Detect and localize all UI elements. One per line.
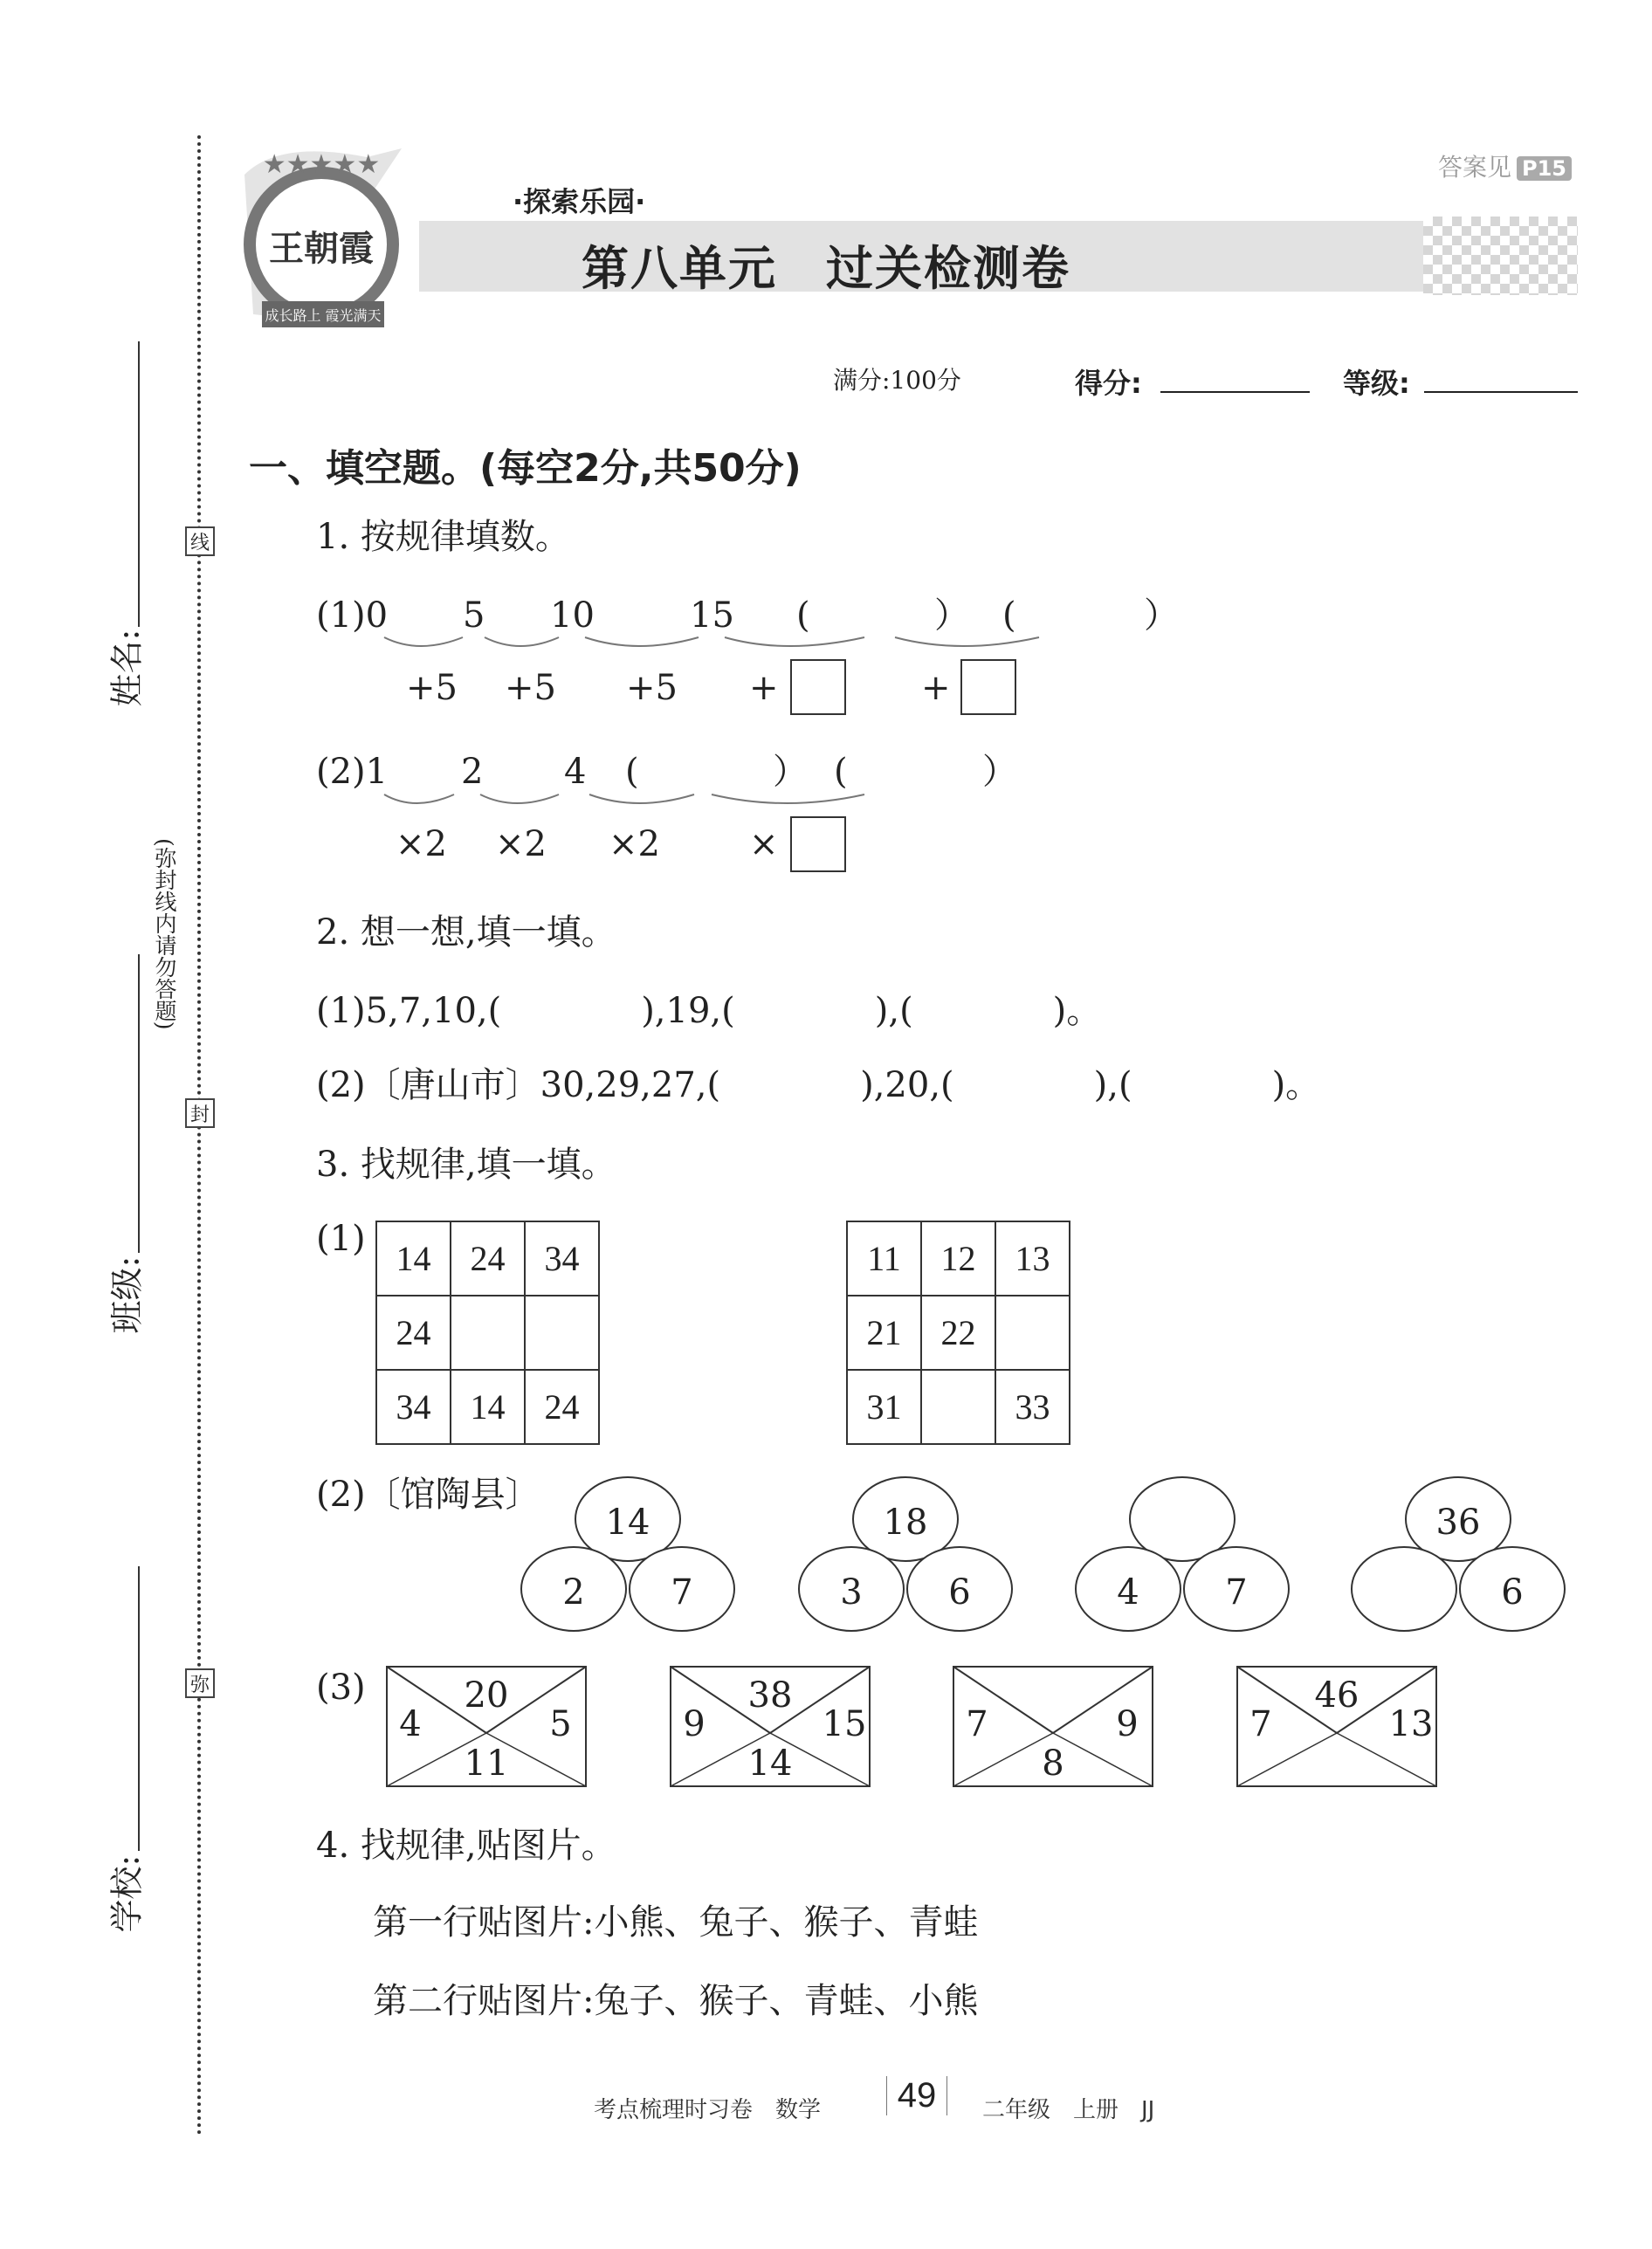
envelope-number-left: 9: [683, 1704, 706, 1744]
q4-row1: 第一行贴图片:小熊、兔子、猴子、青蛙: [373, 1902, 979, 1943]
q2-p1: (1)5,7,10,( ),19,( ),( )。: [316, 991, 1102, 1031]
full-score: 满分:100分: [833, 366, 961, 395]
answer-ref-label: 答案见: [1438, 153, 1512, 182]
page-title: 第八单元 过关检测卷: [582, 241, 1070, 296]
q1-p2-label: (2)1: [316, 752, 389, 792]
circle-number-left: 2: [562, 1572, 585, 1613]
seal-mark-xian: 线: [185, 526, 215, 556]
number-circle-group: [1073, 1475, 1291, 1641]
step-op: +5: [626, 668, 678, 708]
blank-close: ）: [982, 752, 1017, 792]
footer-grade: 二年级 上册 JJ: [982, 2097, 1155, 2123]
circle-number-right: 6: [948, 1572, 971, 1613]
envelope-number-left: 7: [1249, 1704, 1272, 1744]
number-circle-group: [796, 1475, 1015, 1641]
envelope-number-right: 15: [822, 1704, 867, 1744]
step-op: +: [749, 668, 779, 708]
grid-cell: 24: [525, 1370, 599, 1444]
answer-box[interactable]: [960, 659, 1016, 715]
envelope-number-bottom: 14: [747, 1743, 793, 1784]
envelope-number-bottom: 8: [1042, 1743, 1064, 1784]
step-op: ×2: [396, 824, 447, 864]
seq-number: 2: [461, 752, 484, 792]
blank-close: ）: [1144, 595, 1179, 636]
svg-text:王朝霞: 王朝霞: [269, 228, 374, 269]
name-label: 姓名:: [107, 629, 147, 707]
grid-cell: 11: [847, 1221, 921, 1296]
q2-p2: (2)〔唐山市〕30,29,27,( ),20,( ),( )。: [316, 1065, 1321, 1105]
step-op: ×2: [609, 824, 660, 864]
name-field-line[interactable]: [138, 341, 140, 627]
svg-text:★★★★★: ★★★★★: [262, 149, 381, 180]
grid-row: [847, 1370, 1070, 1444]
q4-row2: 第二行贴图片:兔子、猴子、青蛙、小熊: [373, 1981, 979, 2021]
seal-mark-feng: 封: [185, 1098, 215, 1128]
grade-field[interactable]: [1424, 391, 1578, 393]
school-field-line[interactable]: [138, 1566, 140, 1851]
number-grid-1: [375, 1221, 600, 1445]
sequence-arrows: [375, 781, 899, 816]
envelope-number-right: 13: [1388, 1704, 1434, 1744]
blank-open: (: [1002, 595, 1016, 636]
envelope-number-right: 5: [549, 1704, 572, 1744]
seq-number: 4: [564, 752, 587, 792]
score-label: 得分:: [1075, 367, 1142, 400]
circle-number-top: 36: [1435, 1503, 1481, 1543]
seal-mark-mi: 弥: [185, 1668, 215, 1698]
grid-cell[interactable]: [921, 1370, 995, 1444]
answer-page-badge: P15: [1517, 156, 1572, 181]
q2-title: 2. 想一想,填一填。: [316, 912, 616, 953]
column-label: ·探索乐园·: [513, 185, 646, 218]
blank-open: (: [834, 752, 848, 792]
answer-box[interactable]: [790, 816, 846, 872]
score-field[interactable]: [1160, 391, 1310, 393]
blank-open: (: [796, 595, 810, 636]
blank-open: (: [625, 752, 639, 792]
seq-number: 10: [550, 595, 595, 636]
circle-number-right: 6: [1501, 1572, 1524, 1613]
blank-close: ）: [934, 595, 969, 636]
step-op: +5: [406, 668, 458, 708]
seq-number: 15: [690, 595, 734, 636]
grid-cell: 21: [847, 1296, 921, 1370]
grid-cell: 31: [847, 1370, 921, 1444]
envelope-number-left: 4: [399, 1704, 422, 1744]
step-op: ×: [749, 824, 779, 864]
grid-cell: 33: [995, 1370, 1070, 1444]
seal-dotted-line: [197, 135, 201, 2136]
grid-cell: 24: [376, 1296, 451, 1370]
step-op: +5: [505, 668, 556, 708]
q3-title: 3. 找规律,填一填。: [316, 1145, 616, 1185]
q3-p2-label: (2)〔馆陶县〕: [316, 1475, 540, 1515]
grid-cell: 14: [376, 1221, 451, 1296]
footer-book: 考点梳理时习卷 数学: [594, 2097, 822, 2123]
grid-row: [847, 1296, 1070, 1370]
envelope-number-top: 20: [464, 1675, 509, 1716]
grid-cell[interactable]: [525, 1296, 599, 1370]
answer-reference: [1438, 148, 1572, 183]
school-label: 学校:: [107, 1854, 147, 1933]
circle-number-top: 18: [883, 1503, 928, 1543]
q1-title: 1. 按规律填数。: [316, 517, 570, 557]
grid-cell: 12: [921, 1221, 995, 1296]
number-circle-group: [1349, 1475, 1567, 1641]
svg-text:成长路上 霞光满天: 成长路上 霞光满天: [265, 307, 382, 324]
circle-number-right: 7: [671, 1572, 693, 1613]
grid-cell: 14: [451, 1370, 525, 1444]
envelope-number-left: 7: [966, 1704, 988, 1744]
blank-close: ）: [773, 752, 808, 792]
grid-cell: 34: [525, 1221, 599, 1296]
q3-p1-label: (1): [316, 1219, 366, 1259]
grid-cell: 34: [376, 1370, 451, 1444]
grid-cell[interactable]: [995, 1296, 1070, 1370]
class-label: 班级:: [107, 1255, 147, 1334]
grid-row: [376, 1296, 599, 1370]
envelope-number-right: 9: [1116, 1704, 1139, 1744]
grid-cell[interactable]: [451, 1296, 525, 1370]
grid-row: [376, 1221, 599, 1296]
step-op: ×2: [495, 824, 547, 864]
number-circle-group: [519, 1475, 737, 1641]
circle-number-left: 4: [1117, 1572, 1139, 1613]
circle-number-left: 3: [840, 1572, 863, 1613]
envelope-number-bottom: 11: [464, 1743, 509, 1784]
envelope-number-top: 46: [1314, 1675, 1359, 1716]
grid-row: [376, 1370, 599, 1444]
grade-label: 等级:: [1343, 367, 1410, 400]
page-number: 49: [886, 2076, 947, 2115]
sequence-arrows: [375, 624, 1057, 659]
answer-box[interactable]: [790, 659, 846, 715]
grid-row: [847, 1221, 1070, 1296]
grid-cell: 24: [451, 1221, 525, 1296]
circle-number-right: 7: [1225, 1572, 1248, 1613]
seq-number: 5: [463, 595, 485, 636]
envelope-number-top: 38: [747, 1675, 793, 1716]
no-answer-notice: (弥封线内请勿答题): [152, 838, 177, 1030]
class-field-line[interactable]: [138, 954, 140, 1253]
step-op: +: [921, 668, 951, 708]
section-heading: 一、填空题。(每空2分,共50分): [249, 446, 802, 491]
number-grid-2: [846, 1221, 1070, 1445]
grid-cell: 13: [995, 1221, 1070, 1296]
grid-cell: 22: [921, 1296, 995, 1370]
q3-p3-label: (3): [316, 1668, 366, 1708]
circle-number-top: 14: [605, 1503, 650, 1543]
q4-title: 4. 找规律,贴图片。: [316, 1826, 616, 1866]
q1-p1-label: (1)0: [316, 595, 389, 636]
